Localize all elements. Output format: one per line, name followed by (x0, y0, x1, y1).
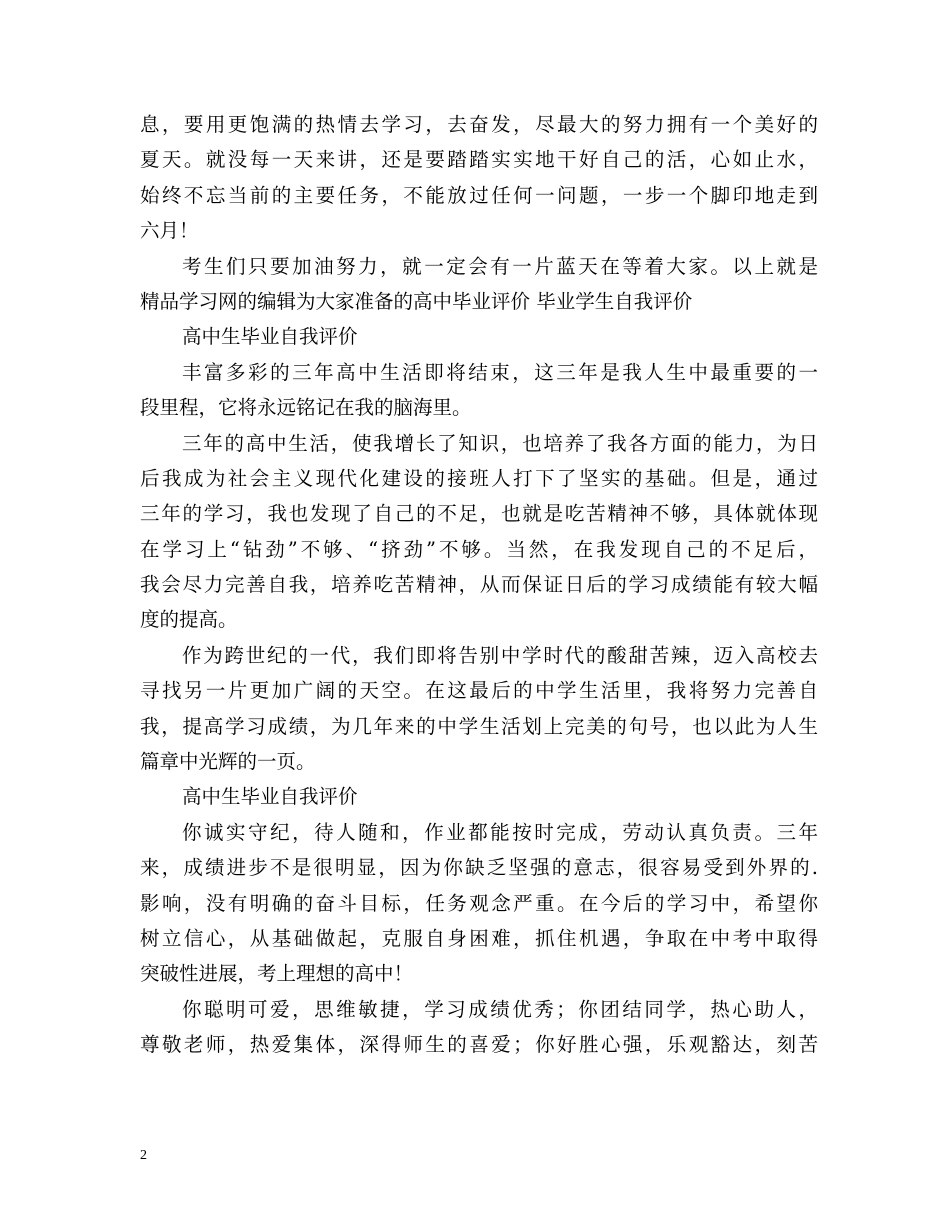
paragraph-line: 作为跨世纪的一代，我们即将告别中学时代的酸甜苦辣，迈入高校去 (182, 643, 818, 667)
document-body (140, 107, 818, 1063)
paragraph-line: 在学习上“钻劲”不够、“挤劲”不够。当然，在我发现自己的不足后， (140, 537, 818, 561)
paragraph-line: 来，成绩进步不是很明显，因为你缺乏坚强的意志，很容易受到外界的. (140, 856, 818, 880)
paragraph-line: 后我成为社会主义现代化建设的接班人打下了坚实的基础。但是，通过 (140, 466, 818, 490)
paragraph-line: 考生们只要加油努力，就一定会有一片蓝天在等着大家。以上就是 (182, 254, 818, 278)
paragraph-line: 突破性进展，考上理想的高中！ (140, 962, 414, 986)
paragraph-line: 你诚实守纪，待人随和，作业都能按时完成，劳动认真负责。三年 (182, 820, 818, 844)
paragraph-line: 寻找另一片更加广阔的天空。在这最后的中学生活里，我将努力完善自 (140, 679, 818, 703)
paragraph-line: 三年的学习，我也发现了自己的不足，也就是吃苦精神不够，具体就体现 (140, 502, 818, 526)
paragraph-line: 度的提高。 (140, 608, 238, 632)
paragraph-line: 始终不忘当前的主要任务，不能放过任何一问题，一步一个脚印地走到 (140, 183, 818, 207)
section-heading: 高中生毕业自我评价 (182, 325, 358, 349)
paragraph-line: 你聪明可爱，思维敏捷，学习成绩优秀；你团结同学，热心助人， (182, 997, 818, 1021)
paragraph-line: 三年的高中生活，使我增长了知识，也培养了我各方面的能力，为日 (182, 431, 818, 455)
paragraph-line: 我，提高学习成绩，为几年来的中学生活划上完美的句号，也以此为人生 (140, 714, 818, 738)
paragraph-line: 我会尽力完善自我，培养吃苦精神，从而保证日后的学习成绩能有较大幅 (140, 573, 818, 597)
paragraph-line: 影响，没有明确的奋斗目标，任务观念严重。在今后的学习中，希望你 (140, 891, 818, 915)
page-number: 2 (140, 1148, 147, 1163)
paragraph-line: 篇章中光辉的一页。 (140, 750, 316, 774)
paragraph-line: 六月！ (140, 219, 199, 243)
paragraph-line: 树立信心，从基础做起，克服自身困难，抓住机遇，争取在中考中取得 (140, 926, 818, 950)
paragraph-line: 息，要用更饱满的热情去学习，去奋发，尽最大的努力拥有一个美好的 (140, 113, 818, 136)
paragraph-line: 尊敬老师，热爱集体，深得师生的喜爱；你好胜心强，乐观豁达，刻苦 (140, 1033, 818, 1057)
paragraph-line: 段里程，它将永远铭记在我的脑海里。 (140, 396, 472, 420)
section-heading: 高中生毕业自我评价 (182, 785, 358, 809)
paragraph-line: 夏天。就没每一天来讲，还是要踏踏实实地干好自己的活，心如止水， (140, 148, 818, 172)
paragraph-line: 丰富多彩的三年高中生活即将结束，这三年是我人生中最重要的一 (182, 360, 818, 384)
paragraph-line: 精品学习网的编辑为大家准备的高中毕业评价 毕业学生自我评价 (140, 289, 693, 313)
